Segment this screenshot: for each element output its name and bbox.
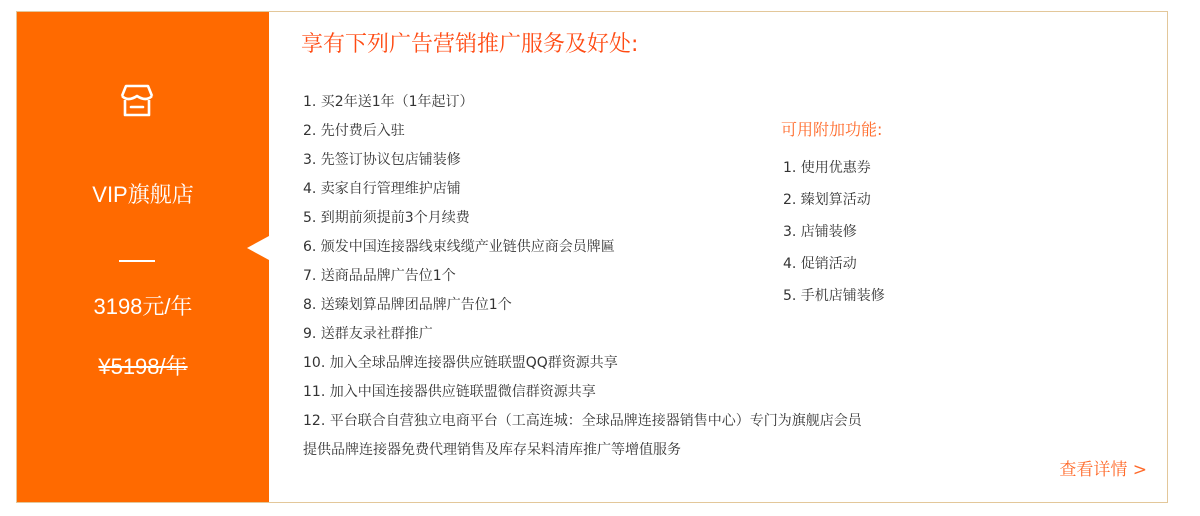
plan-original-price: ¥5198/年 — [98, 354, 188, 379]
list-item: 5. 手机店铺装修 — [783, 288, 885, 304]
list-item: 9. 送群友录社群推广 — [303, 326, 433, 342]
panel-pointer — [247, 236, 269, 260]
list-item: 12. 平台联合自营独立电商平台（工高连城：全球品牌连接器销售中心）专门为旗舰店会员 — [303, 413, 862, 429]
list-item: 3. 先签订协议包店铺装修 — [303, 152, 461, 168]
benefits-list — [303, 88, 862, 465]
list-item: 1. 买2年送1年（1年起订） — [303, 94, 474, 110]
plan-divider — [119, 260, 155, 262]
benefits-heading: 享有下列广告营销推广服务及好处: — [301, 32, 639, 57]
list-item: 10. 加入全球品牌连接器供应链联盟QQ群资源共享 — [303, 355, 618, 371]
list-item: 8. 送臻划算品牌团品牌广告位1个 — [303, 297, 512, 313]
plan-summary-panel — [17, 12, 269, 502]
view-details-link[interactable]: 查看详情 > — [1059, 460, 1147, 480]
addons-list — [783, 152, 885, 312]
list-item: 7. 送商品品牌广告位1个 — [303, 268, 456, 284]
list-item: 4. 促销活动 — [783, 256, 857, 272]
list-item: 1. 使用优惠券 — [783, 160, 871, 176]
list-item: 3. 店铺装修 — [783, 224, 857, 240]
addons-title: 可用附加功能: — [781, 120, 883, 139]
list-item: 4. 卖家自行管理维护店铺 — [303, 181, 461, 197]
list-item: 2. 臻划算活动 — [783, 192, 871, 208]
list-item: 提供品牌连接器免费代理销售及库存呆料清库推广等增值服务 — [303, 442, 681, 458]
plan-price: 3198元/年 — [93, 294, 193, 319]
list-item: 2. 先付费后入驻 — [303, 123, 405, 139]
list-item: 11. 加入中国连接器供应链联盟微信群资源共享 — [303, 384, 596, 400]
vip-plan-card — [16, 11, 1168, 503]
plan-name: VIP旗舰店 — [92, 182, 194, 207]
list-item: 6. 颁发中国连接器线束线缆产业链供应商会员牌匾 — [303, 239, 615, 255]
shop-icon — [118, 82, 156, 120]
list-item: 5. 到期前须提前3个月续费 — [303, 210, 470, 226]
